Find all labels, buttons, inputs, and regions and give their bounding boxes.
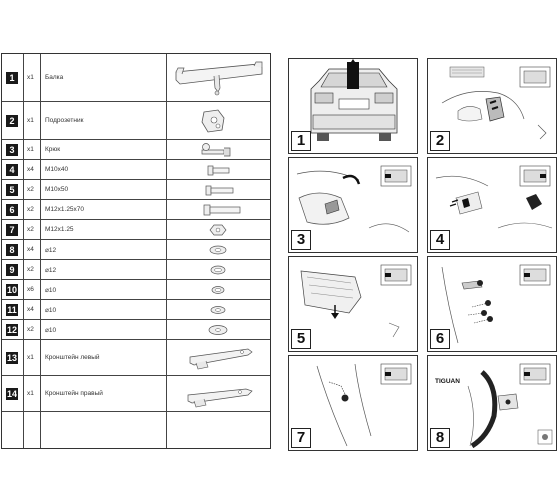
part-quantity: x1 — [27, 146, 34, 153]
part-number: 13 — [6, 353, 17, 363]
part-name: ⌀10 — [45, 327, 57, 334]
part-name: Балка — [45, 74, 64, 81]
part-quantity: x2 — [27, 266, 34, 273]
step-panel — [288, 58, 418, 154]
step-panel — [427, 355, 557, 451]
part-row — [2, 102, 270, 140]
right-bracket-icon — [168, 379, 268, 409]
spring-washer-icon — [168, 262, 268, 278]
part-name: Крюк — [45, 146, 61, 153]
part-name: M12x1.25x70 — [45, 206, 85, 213]
large-washer-icon — [168, 322, 268, 338]
tow-hook-icon — [168, 142, 268, 158]
part-number: 14 — [6, 389, 17, 399]
part-name: ⌀12 — [45, 267, 57, 274]
part-quantity: x6 — [27, 286, 34, 293]
part-number: 7 — [6, 224, 18, 236]
part-row — [2, 160, 270, 180]
left-bracket-icon — [168, 343, 268, 373]
part-number: 12 — [6, 325, 17, 335]
part-quantity: x1 — [27, 117, 34, 124]
step-panel — [288, 157, 418, 253]
part-number: 6 — [6, 204, 18, 216]
socket-bracket-icon — [168, 106, 268, 136]
part-quantity: x4 — [27, 306, 34, 313]
part-row — [2, 140, 270, 160]
step-panel — [427, 157, 557, 253]
part-quantity: x1 — [27, 354, 34, 361]
part-name: Подрозетник — [45, 117, 84, 124]
step-panel — [427, 256, 557, 352]
part-row — [2, 300, 270, 320]
part-row — [2, 220, 270, 240]
part-row — [2, 180, 270, 200]
part-name: ⌀10 — [45, 287, 57, 294]
part-row — [2, 376, 270, 412]
step-panel — [288, 355, 418, 451]
flat-washer-icon — [168, 302, 268, 318]
part-row — [2, 54, 270, 102]
part-number: 1 — [6, 72, 18, 84]
step-number: 5 — [291, 329, 311, 349]
part-number: 11 — [7, 305, 17, 315]
part-row — [2, 280, 270, 300]
part-number: 2 — [6, 115, 18, 127]
part-number: 4 — [6, 164, 18, 176]
part-row — [2, 340, 270, 376]
step-number: 8 — [430, 428, 450, 448]
part-name: M12x1.25 — [45, 226, 74, 233]
part-quantity: x4 — [27, 246, 34, 253]
part-row — [2, 260, 270, 280]
step-number: 7 — [291, 428, 311, 448]
step-panel — [288, 256, 418, 352]
spring-washer-icon — [168, 282, 268, 298]
part-quantity: x2 — [27, 226, 34, 233]
step-number: 3 — [291, 230, 311, 250]
part-name: Кронштейн левый — [45, 354, 100, 361]
step-number: 1 — [291, 131, 311, 151]
part-number: 8 — [6, 244, 18, 256]
bolt-short-icon — [168, 162, 268, 178]
part-quantity: x4 — [27, 166, 34, 173]
part-name: Кронштейн правый — [45, 390, 103, 397]
part-name: M10x40 — [45, 166, 69, 173]
part-number: 5 — [6, 184, 18, 196]
part-name: M10x50 — [45, 186, 69, 193]
part-row — [2, 320, 270, 340]
part-name: ⌀10 — [45, 307, 57, 314]
step-number: 2 — [430, 131, 450, 151]
part-row — [2, 200, 270, 220]
tow-bar-beam-icon — [168, 58, 268, 98]
flat-washer-icon — [168, 242, 268, 258]
part-quantity: x2 — [27, 186, 34, 193]
empty-row — [2, 412, 270, 448]
step-number: 4 — [430, 230, 450, 250]
part-name: ⌀12 — [45, 247, 57, 254]
part-number: 3 — [6, 144, 18, 156]
parts-table — [1, 53, 271, 449]
part-number: 10 — [6, 285, 17, 295]
part-quantity: x2 — [27, 206, 34, 213]
model-label: TIGUAN — [435, 378, 460, 385]
installation-steps — [288, 58, 558, 451]
nut-icon — [168, 222, 268, 238]
part-quantity: x1 — [27, 390, 34, 397]
part-number: 9 — [6, 264, 18, 276]
step-number: 6 — [430, 329, 450, 349]
step-panel — [427, 58, 557, 154]
part-quantity: x1 — [27, 74, 34, 81]
bolt-long-icon — [168, 202, 268, 218]
bolt-medium-icon — [168, 182, 268, 198]
part-row — [2, 240, 270, 260]
part-quantity: x2 — [27, 326, 34, 333]
